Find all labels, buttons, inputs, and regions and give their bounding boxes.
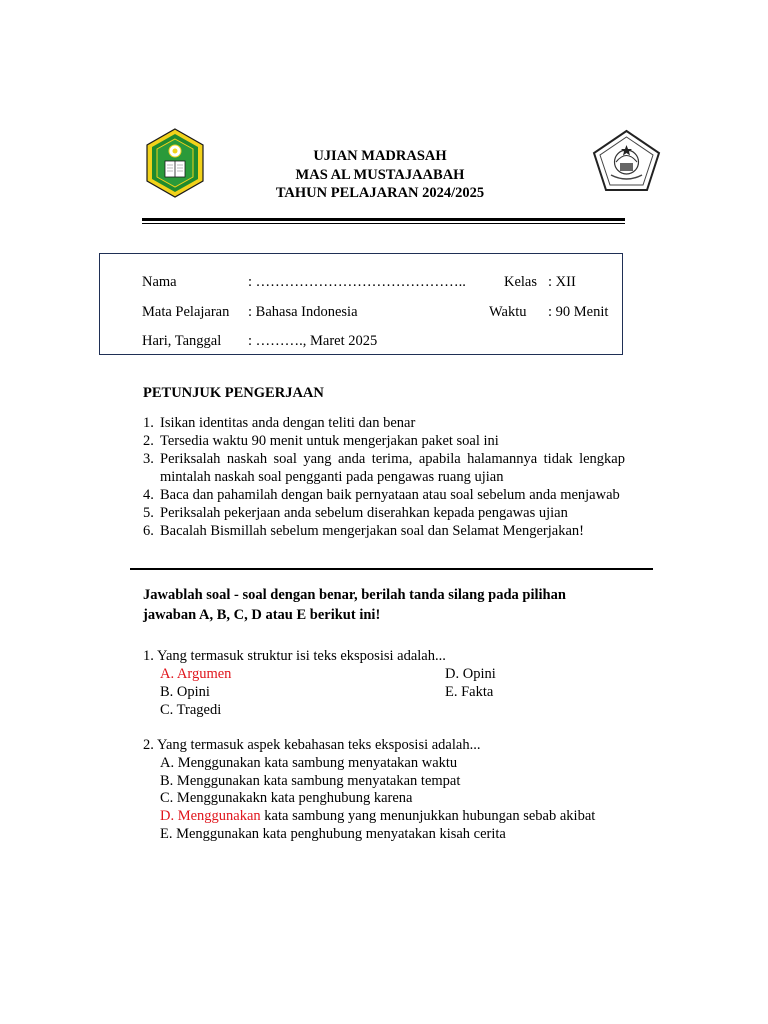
- question-2-option-c[interactable]: C. Menggunakakn kata penghubung karena: [160, 790, 413, 806]
- question-2-option-d[interactable]: [160, 808, 595, 826]
- instruction-number: 3.: [143, 451, 154, 467]
- identity-row-date: [100, 331, 622, 351]
- question-2-option-b[interactable]: B. Menggunakan kata sambung menyatakan tempat: [160, 772, 461, 789]
- name-label: Nama: [142, 274, 177, 290]
- question-1-option-e[interactable]: E. Fakta: [445, 684, 494, 700]
- instruction-item: [143, 522, 625, 540]
- question-1-option-a[interactable]: A. Argumen: [160, 666, 232, 682]
- question-1-option-d[interactable]: D. Opini: [445, 666, 496, 682]
- instruction-item: [143, 450, 625, 486]
- instruction-number: 6.: [143, 523, 154, 539]
- question-1-option-c[interactable]: C. Tragedi: [160, 702, 222, 718]
- subject-value: : Bahasa Indonesia: [248, 304, 358, 320]
- instructions-list: [143, 414, 625, 540]
- header-title-line2: MAS AL MUSTAJAABAH: [295, 166, 465, 183]
- instruction-number: 1.: [143, 415, 154, 431]
- class-value: : XII: [548, 274, 576, 290]
- instruction-text: Isikan identitas anda dengan teliti dan benar: [160, 415, 416, 431]
- instruction-text: Periksalah pekerjaan anda sebelum diserahkan kepada pengawas ujian: [160, 505, 568, 521]
- identity-row-name: [100, 272, 622, 292]
- header-title-line3: TAHUN PELAJARAN 2024/2025: [275, 185, 485, 201]
- date-label: Hari, Tanggal: [142, 333, 222, 349]
- time-value: : 90 Menit: [548, 304, 609, 320]
- question-2-text: 2. Yang termasuk aspek kebahasan teks eksposisi adalah...: [143, 737, 481, 753]
- instruction-item: [143, 414, 625, 432]
- header-title-line1: UJIAN MADRASAH: [313, 148, 447, 164]
- section-divider: [130, 568, 653, 570]
- time-label: Waktu: [489, 304, 527, 320]
- question-2-option-e[interactable]: E. Menggunakan kata penghubung menyatakan kisah cerita: [160, 826, 506, 842]
- question-2: [143, 737, 623, 847]
- header-divider-thick: [142, 218, 625, 221]
- question-1-text: 1. Yang termasuk struktur isi teks eksposisi adalah...: [143, 648, 446, 664]
- header-divider-thin: [142, 223, 625, 224]
- instruction-item: [143, 432, 625, 450]
- question-2-option-d-rest: kata sambung yang menunjukkan hubungan sebab akibat: [260, 808, 596, 824]
- identity-row-subject: [100, 302, 622, 322]
- instruction-text: Bacalah Bismillah sebelum mengerjakan soal dan Selamat Mengerjakan!: [160, 523, 584, 539]
- answer-directive: Jawablah soal - soal dengan benar, berilah tanda silang pada pilihan jawaban A, B, C, D atau E berikut ini!: [143, 587, 566, 623]
- class-label: Kelas: [504, 274, 538, 290]
- identity-box: [99, 253, 623, 355]
- kemenag-emblem-icon: [591, 129, 662, 193]
- instruction-number: 5.: [143, 505, 154, 521]
- instruction-item: [143, 486, 625, 504]
- name-field[interactable]: : ……………………………………..: [248, 274, 466, 290]
- instruction-text: Tersedia waktu 90 menit untuk mengerjakan paket soal ini: [160, 433, 499, 449]
- question-2-option-a[interactable]: A. Menggunakan kata sambung menyatakan waktu: [160, 755, 458, 771]
- instruction-text: Periksalah naskah soal yang anda terima, apabila halamannya tidak lengkap mintalah naskah soal pengganti pada pengawas ruang ujian: [160, 451, 625, 485]
- question-2-option-d-highlight: D. Menggunakan: [160, 808, 261, 824]
- instruction-number: 4.: [143, 487, 154, 503]
- instruction-number: 2.: [143, 433, 154, 449]
- instruction-text: Baca dan pahamilah dengan baik pernyataan atau soal sebelum anda menjawab: [160, 487, 620, 503]
- date-field[interactable]: : ………., Maret 2025: [248, 333, 378, 349]
- instructions-title: PETUNJUK PENGERJAAN: [143, 385, 324, 401]
- instruction-item: [143, 504, 625, 522]
- exam-header: [230, 147, 530, 203]
- question-1: [143, 648, 623, 723]
- subject-label: Mata Pelajaran: [142, 304, 230, 320]
- question-1-option-b[interactable]: B. Opini: [160, 684, 210, 700]
- madrasah-emblem-icon: [145, 127, 205, 199]
